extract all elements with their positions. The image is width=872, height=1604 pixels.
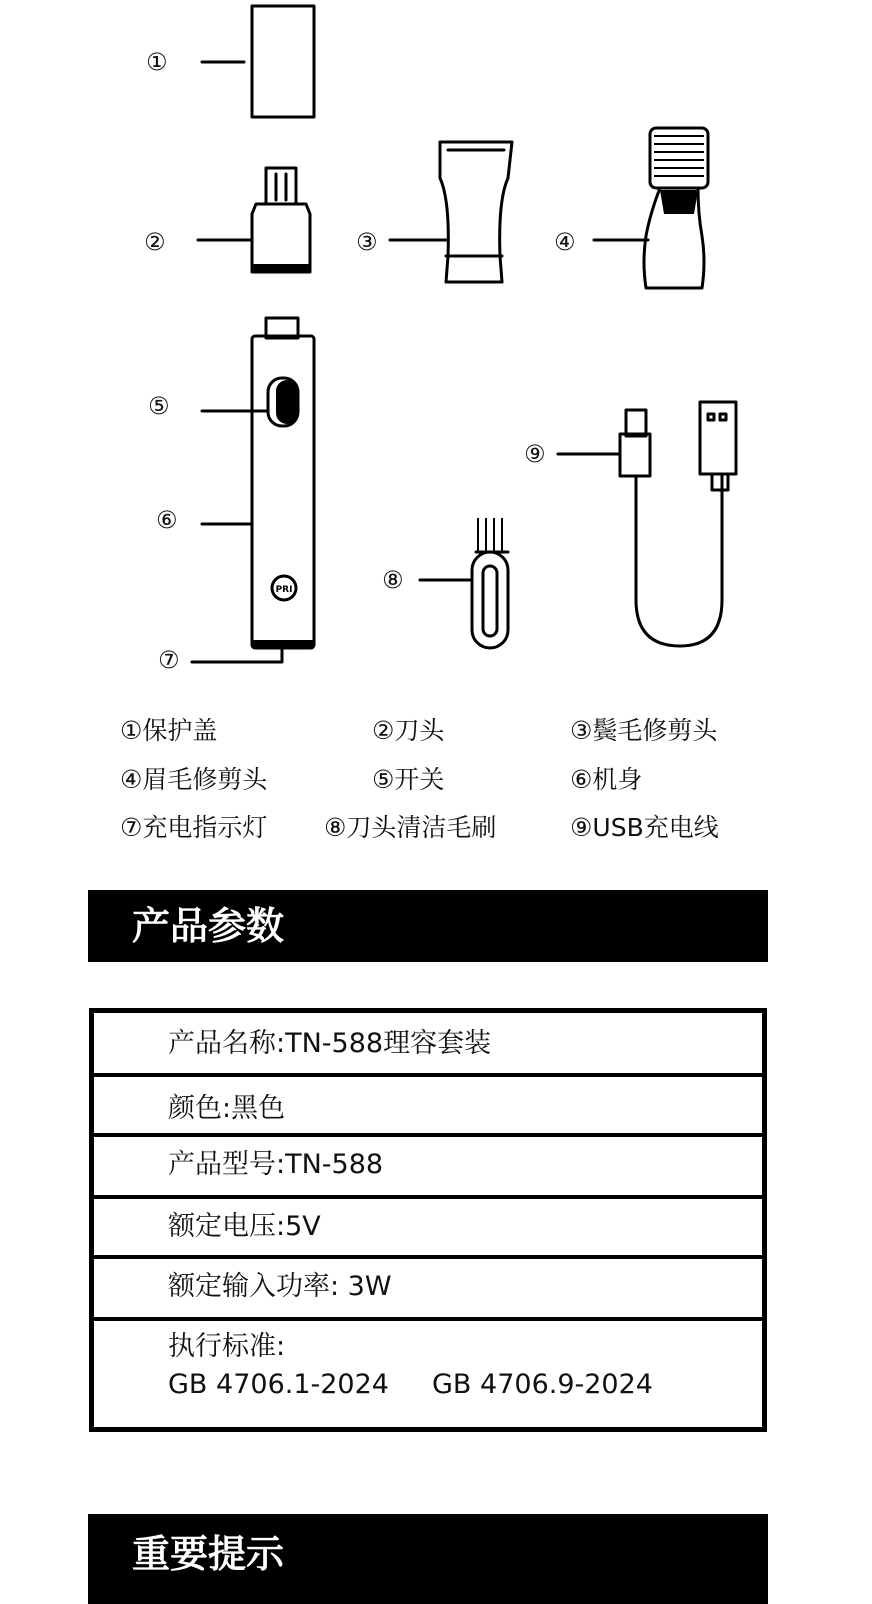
spec-row-standard bbox=[94, 1321, 762, 1427]
legend-item: ②刀头 bbox=[372, 716, 445, 745]
brand-logo: PRI bbox=[275, 585, 293, 595]
marker-2: ② bbox=[144, 228, 166, 256]
legend-item: ⑦充电指示灯 bbox=[120, 813, 268, 842]
legend-item: ⑤开关 bbox=[372, 765, 445, 794]
sideburn-trimmer-illustration bbox=[390, 142, 512, 282]
marker-3: ③ bbox=[356, 228, 378, 256]
marker-1: ① bbox=[146, 48, 168, 76]
marker-7: ⑦ bbox=[158, 646, 180, 674]
parts-diagram bbox=[0, 0, 872, 690]
spec-row bbox=[94, 1137, 762, 1199]
params-section-title: 产品参数 bbox=[132, 904, 285, 948]
legend-item: ①保护盖 bbox=[120, 716, 218, 745]
spec-row bbox=[94, 1013, 762, 1077]
spec-row bbox=[94, 1199, 762, 1259]
blade-head-base-band bbox=[252, 264, 310, 272]
standard-label: 执行标准: bbox=[168, 1331, 286, 1362]
legend-item: ③鬓毛修剪头 bbox=[570, 716, 718, 745]
legend-item: ⑧刀头清洁毛刷 bbox=[324, 813, 497, 842]
notice-section-banner bbox=[88, 1514, 768, 1604]
legend-item: ⑨USB充电线 bbox=[570, 813, 719, 842]
spec-row bbox=[94, 1259, 762, 1321]
legend-item: ④眉毛修剪头 bbox=[120, 765, 268, 794]
blade-head-illustration bbox=[198, 168, 310, 272]
standard-value: GB 4706.1-2024 bbox=[168, 1369, 389, 1400]
marker-9: ⑨ bbox=[524, 440, 546, 468]
marker-5: ⑤ bbox=[148, 392, 170, 420]
spec-row-text: 颜色:黑色 bbox=[168, 1093, 286, 1124]
marker-6: ⑥ bbox=[156, 506, 178, 534]
charge-indicator-band bbox=[252, 640, 314, 648]
cleaning-brush-illustration bbox=[420, 552, 508, 648]
params-section-banner bbox=[88, 890, 768, 962]
spec-row-text: 产品名称:TN-588理容套装 bbox=[168, 1028, 492, 1059]
marker-8: ⑧ bbox=[382, 566, 404, 594]
protective-cap-illustration bbox=[202, 6, 314, 117]
power-switch-button bbox=[276, 380, 298, 424]
spec-table bbox=[89, 1008, 767, 1432]
legend-item: ⑥机身 bbox=[570, 765, 643, 794]
notice-section-title: 重要提示 bbox=[132, 1532, 285, 1576]
usb-cable-illustration bbox=[558, 402, 736, 646]
standard-value: GB 4706.9-2024 bbox=[432, 1369, 653, 1400]
marker-4: ④ bbox=[554, 228, 576, 256]
spec-row-text: 产品型号:TN-588 bbox=[168, 1149, 384, 1180]
device-body-illustration bbox=[192, 318, 314, 662]
spec-row bbox=[94, 1077, 762, 1137]
spec-row-text: 额定电压:5V bbox=[168, 1211, 321, 1242]
spec-row-text: 额定输入功率: 3W bbox=[168, 1271, 392, 1302]
